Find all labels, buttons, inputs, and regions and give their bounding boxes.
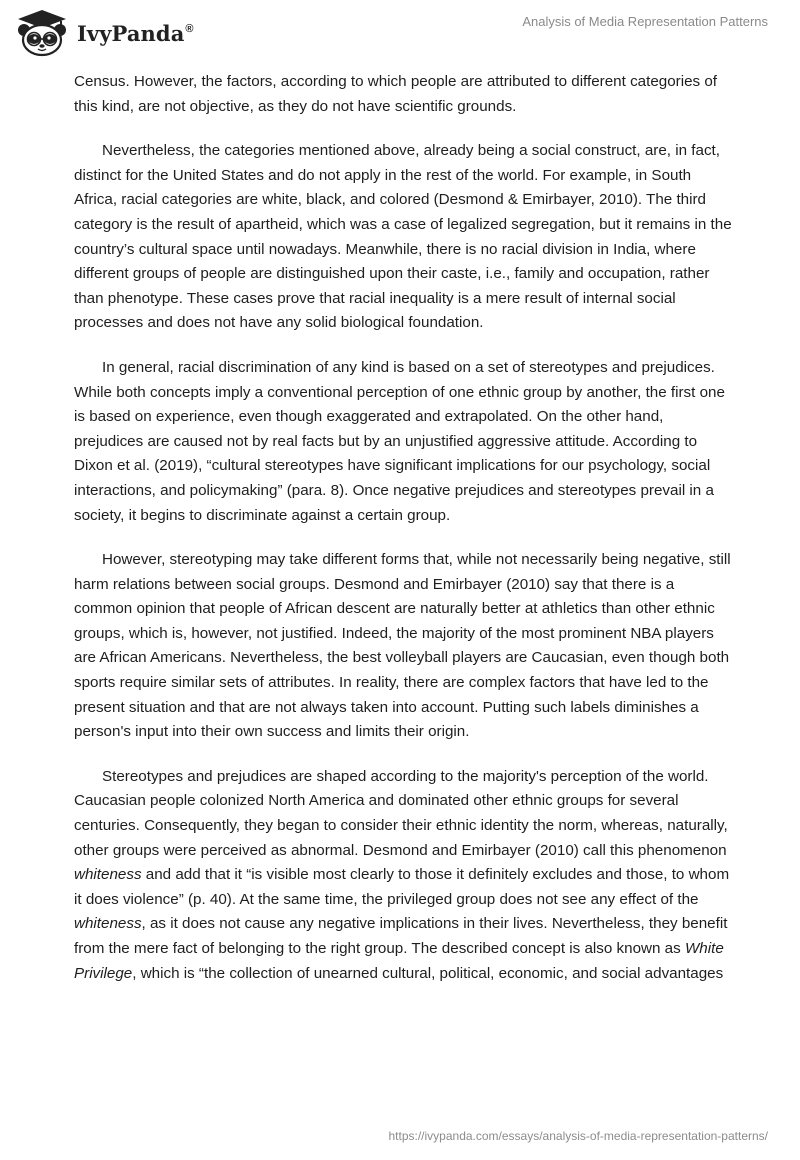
ivypanda-logo[interactable] xyxy=(14,8,194,58)
document-title: Analysis of Media Representation Patterns xyxy=(522,14,768,29)
essay-body xyxy=(74,70,734,1006)
paragraph-text: and add that it “is visible most clearly to those it definitely excludes and those, to whom it does violence” (p. 40). At the same time, the privileged group does not see any effect of the xyxy=(74,866,730,908)
paragraph-text: , as it does not cause any negative implications in their lives. Nevertheless, they benefit from the mere fact of belonging to the right group. The described concept is also known as xyxy=(74,915,728,957)
emphasized-term: whiteness xyxy=(74,866,142,884)
essay-paragraph xyxy=(74,70,734,119)
emphasized-term: whiteness xyxy=(74,915,142,933)
source-url[interactable]: https://ivypanda.com/essays/analysis-of-media-representation-patterns/ xyxy=(388,1129,768,1143)
essay-paragraph xyxy=(74,139,734,336)
paragraph-text: Census. However, the factors, according to which people are attributed to different categories of this kind, are not objective, as they do not have scientific grounds. xyxy=(74,73,718,115)
paragraph-text: , which is “the collection of unearned cultural, political, economic, and social advantages xyxy=(132,964,724,982)
essay-paragraph xyxy=(74,356,734,528)
essay-paragraph xyxy=(74,765,734,986)
brand-name: IvyPanda® xyxy=(77,20,194,46)
paragraph-text: Nevertheless, the categories mentioned above, already being a social construct, are, in fact, distinct for the United States and do not apply in the rest of the world. For example, in South Africa, racial categories are white, black, and colored (Desmond & Emirbayer, 2010). The third category is the result of apartheid, which was a case of legalized segregation, but it remains in the country’s cultural space until nowadays. Meanwhile, there is no racial division in India, where different groups of people are distinguished upon their caste, i.e., family and occupation, rather than phenotype. These cases prove that racial inequality is a mere result of internal social processes and does not have any solid biological foundation. xyxy=(74,142,732,332)
essay-paragraph xyxy=(74,548,734,745)
paragraph-text: However, stereotyping may take different forms that, while not necessarily being negative, still harm relations between social groups. Desmond and Emirbayer (2010) say that there is a common opinion that people of African descent are naturally better at athletics than other ethnic groups, which is, however, not justified. Indeed, the majority of the most prominent NBA players are African Americans. Nevertheless, the best volleyball players are Caucasian, even though both sports require similar sets of attributes. In reality, there are complex factors that have led to the present situation and that are not always taken into account. Putting such labels diminishes a person's input into their own success and limits their origin. xyxy=(74,551,731,741)
paragraph-text: In general, racial discrimination of any kind is based on a set of stereotypes and prejudices. While both concepts imply a conventional perception of one ethnic group by another, the first one is based on experience, even though exaggerated and extrapolated. On the other hand, prejudices are caused not by real facts but by an unjustified aggressive attitude. According to Dixon et al. (2019), “cultural stereotypes have significant implications for our psychology, social interactions, and policymaking” (para. 8). Once negative prejudices and stereotypes prevail in a society, it begins to discriminate against a certain group. xyxy=(74,358,725,524)
emphasized-term: White Privilege xyxy=(74,940,724,982)
panda-mascot-icon xyxy=(14,8,70,58)
page-header xyxy=(0,0,800,70)
paragraph-text: Stereotypes and prejudices are shaped according to the majority's perception of the world. Caucasian people colonized North America and dominated other ethnic groups for several centuries. Consequently, they began to consider their ethnic identity the norm, whereas, naturally, other groups were perceived as abnormal. Desmond and Emirbayer (2010) call this phenomenon xyxy=(74,767,728,859)
